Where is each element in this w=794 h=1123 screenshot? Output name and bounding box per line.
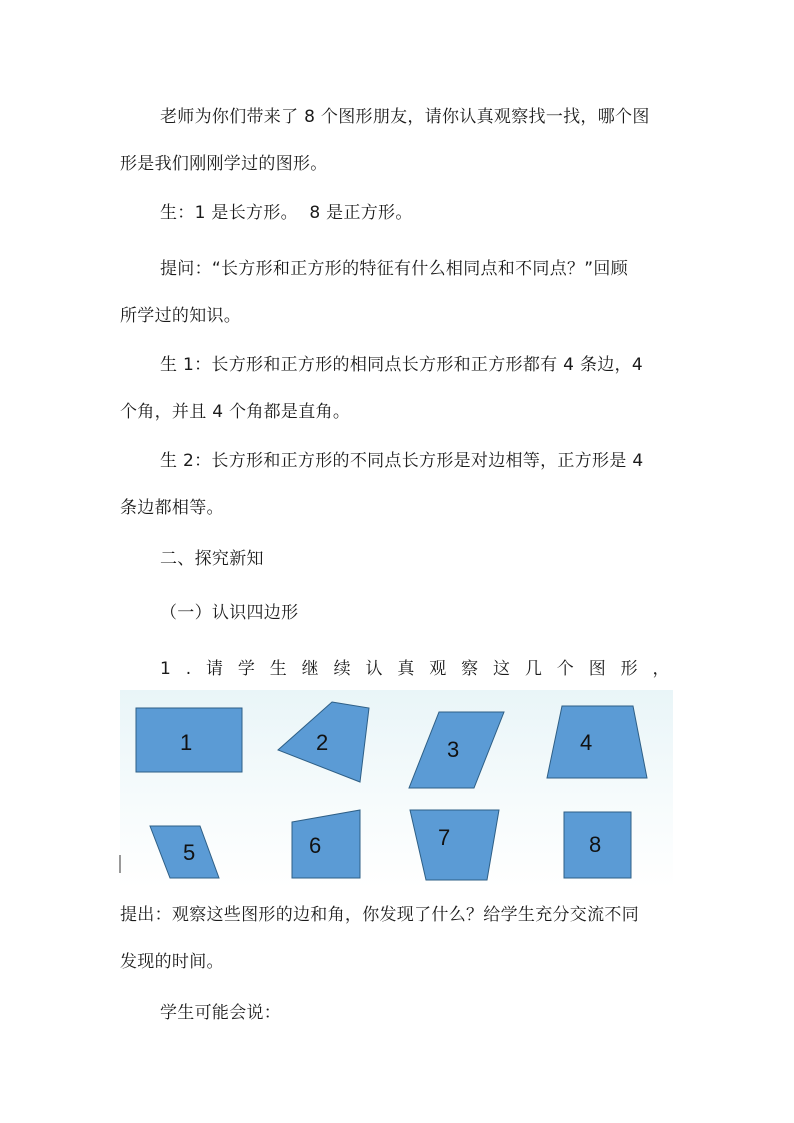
text-line: [120, 646, 670, 693]
text-line: 发现的时间。: [120, 952, 224, 972]
text-line: 学生可能会说：: [160, 1003, 282, 1023]
spread-char: ，: [652, 659, 670, 679]
shape-5: [150, 826, 219, 878]
paragraph-6: [120, 646, 680, 693]
spread-char: 真: [397, 659, 415, 679]
shape-label-1: 1: [180, 730, 193, 755]
text-line: 生 1：长方形和正方形的相同点长方形和正方形都有 4 条边，4: [160, 355, 643, 375]
spread-char: 形: [620, 659, 638, 679]
spread-char: 察: [461, 659, 479, 679]
spread-char: 几: [524, 659, 543, 679]
trapezoid-shape: [547, 706, 647, 778]
spread-char: 请: [206, 659, 224, 679]
shapes-svg: [120, 690, 673, 888]
spread-char: 观: [429, 659, 447, 679]
paragraph-5: [120, 438, 680, 532]
text-line: 提问：“长方形和正方形的特征有什么相同点和不同点？”回顾: [160, 259, 629, 279]
figure-edge-mark: [119, 855, 124, 873]
spread-char: 这: [493, 659, 511, 679]
shape-label-3: 3: [447, 737, 460, 762]
paragraph-2: [120, 190, 680, 237]
shape-4: [547, 706, 647, 778]
text-line: 条边都相等。: [120, 498, 224, 518]
shape-label-6: 6: [309, 833, 322, 858]
shape-7: [410, 810, 499, 880]
spread-char: 个: [556, 659, 575, 679]
heading-text: 二、探究新知: [160, 549, 264, 569]
shape-label-8: 8: [589, 832, 602, 857]
paragraph-8: [120, 990, 680, 1037]
subsection-heading: [120, 590, 680, 637]
paragraph-4: [120, 342, 680, 436]
shape-label-7: 7: [438, 825, 451, 850]
spread-char: 学: [237, 659, 256, 679]
shape-1: [136, 708, 242, 772]
text-line: 个角，并且 4 个角都是直角。: [120, 402, 351, 422]
text-line: 老师为你们带来了 8 个图形朋友，请你认真观察找一找，哪个图: [160, 107, 650, 127]
text-line: 生 2：长方形和正方形的不同点长方形是对边相等，正方形是 4: [160, 451, 644, 471]
text-line: 提出：观察这些图形的边和角，你发现了什么？给学生充分交流不同: [120, 905, 639, 925]
spread-char: 续: [333, 659, 351, 679]
spread-char: .: [185, 659, 192, 679]
spread-char: 图: [588, 659, 606, 679]
shapes-figure: [120, 690, 673, 888]
paragraph-1: [120, 94, 680, 188]
shape-label-5: 5: [183, 840, 196, 865]
text-line: 生：1 是长方形。 8 是正方形。: [160, 203, 413, 223]
paragraph-7: [120, 892, 680, 986]
spread-char: 继: [301, 659, 319, 679]
trapezoid-shape: [410, 810, 499, 880]
text-line: 形是我们刚刚学过的图形。: [120, 154, 328, 174]
spread-char: 生: [269, 659, 288, 679]
shape-8: [564, 812, 631, 878]
spread-char: 认: [365, 659, 383, 679]
shape-label-2: 2: [316, 730, 329, 755]
right-trapezoid-shape: [292, 810, 360, 878]
shape-label-4: 4: [580, 730, 593, 755]
shape-3: [409, 712, 504, 788]
shape-2: [278, 702, 369, 782]
spread-char: 1: [160, 659, 172, 679]
shape-6: [292, 810, 360, 878]
paragraph-3: [120, 246, 680, 340]
section-heading: [120, 536, 680, 583]
heading-text: （一）认识四边形: [160, 603, 299, 623]
text-line: 所学过的知识。: [120, 306, 242, 326]
